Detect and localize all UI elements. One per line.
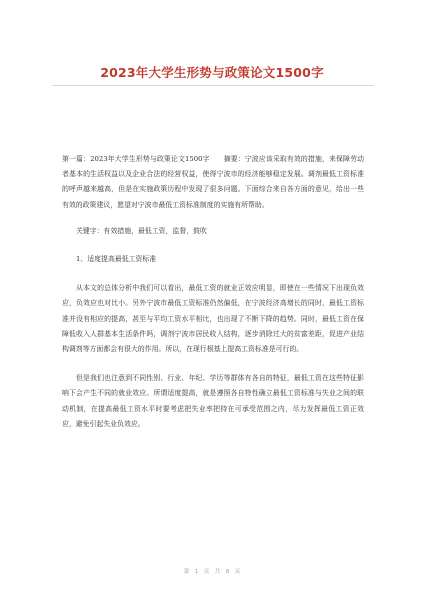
- page-footer: 第 1 页 共 8 页: [183, 569, 241, 575]
- spacer: [62, 213, 364, 224]
- paragraph-keywords: 关键字：有效措施，最低工资，监督，鼓吹: [76, 226, 207, 235]
- paragraph-abstract: 第一篇：2023年大学生形势与政策论文1500字 摘要：宁波应该采取有效的措施，来保障劳动者基本的生活权益以及企业合法的经营权益，使得宁波市的经济能够稳定发展。调剂最低工资标准的呼声越来越高，但是在实施政策历程中发现了很多问题。下面综合来自各方面的意见，给出一些有效的政策建议，愿望对宁波市最低工资标准制度的实施有所帮助。: [62, 155, 364, 209]
- paragraph-body-1: 从本文的总体分析中我们可以看出，最低工资的就业正效应明显，即使在一些情况下出现负效应，负效应也对比小。另外宁波市最低工资标准仍然偏低，在宁波经济高增长的同时，最低工资标准并没有相应的提高，甚至与平均工资水平相比，也出现了不断下降的趋势。同时，最低工资在保障低收入人群基本生活条件吗，调剂宁波市居民收入结构，逐步消除过大的贫富差距，促进产业结构调剂等方面都会有很大的作用。所以，在现行根基上提高工资标准是可行的。: [62, 284, 364, 354]
- spacer: [62, 267, 364, 281]
- document-title: 2023年大学生形势与政策论文1500字: [100, 65, 324, 80]
- section-heading: 1、适度提高最低工资标准: [76, 255, 157, 264]
- spacer: [62, 357, 364, 371]
- paragraph-body-2: 但是我们也注意到不同性别、行业、年纪、学历等群体有各自的特征，最低工资在这些特征影响下会产生不同的就业效应。所谓适度提高，就是遵照各自特性确立最低工资标准与失业之间的联动机制，在提高最低工资水平时要考虑把失业率把持在可承受范围之内，尽力发挥最低工资正效应，避免引起失业负效应。: [62, 374, 364, 428]
- spacer: [62, 239, 364, 252]
- document-body: [62, 152, 364, 432]
- title-divider: [52, 85, 374, 86]
